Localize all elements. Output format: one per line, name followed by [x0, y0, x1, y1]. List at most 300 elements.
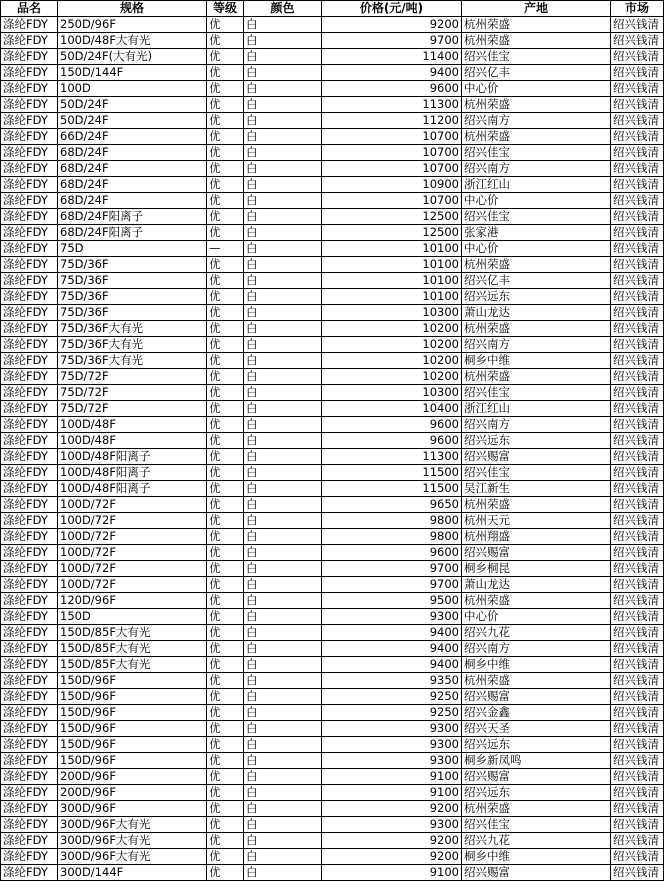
cell-color: 白 — [244, 785, 322, 801]
cell-product-name: 涤纶FDY — [1, 401, 58, 417]
cell-spec: 75D/36F大有光 — [58, 353, 207, 369]
cell-origin: 绍兴南方 — [462, 641, 611, 657]
cell-color: 白 — [244, 545, 322, 561]
cell-grade: 优 — [207, 561, 244, 577]
cell-grade: 优 — [207, 481, 244, 497]
cell-market: 绍兴钱清 — [611, 97, 664, 113]
cell-market: 绍兴钱清 — [611, 609, 664, 625]
cell-color: 白 — [244, 721, 322, 737]
cell-spec: 68D/24F — [58, 193, 207, 209]
cell-market: 绍兴钱清 — [611, 321, 664, 337]
cell-grade: 优 — [207, 769, 244, 785]
cell-grade: 优 — [207, 257, 244, 273]
cell-price: 9600 — [322, 417, 462, 433]
cell-market: 绍兴钱清 — [611, 129, 664, 145]
cell-price: 9100 — [322, 865, 462, 881]
cell-price: 9650 — [322, 497, 462, 513]
cell-spec: 150D/85F大有光 — [58, 625, 207, 641]
cell-price: 10700 — [322, 145, 462, 161]
table-row — [1, 209, 664, 225]
cell-market: 绍兴钱清 — [611, 289, 664, 305]
cell-market: 绍兴钱清 — [611, 401, 664, 417]
cell-market: 绍兴钱清 — [611, 545, 664, 561]
cell-spec: 150D/96F — [58, 737, 207, 753]
cell-color: 白 — [244, 145, 322, 161]
table-row — [1, 33, 664, 49]
table-row — [1, 145, 664, 161]
table-row — [1, 849, 664, 865]
cell-color: 白 — [244, 209, 322, 225]
cell-price: 10700 — [322, 193, 462, 209]
cell-color: 白 — [244, 833, 322, 849]
cell-grade: 优 — [207, 289, 244, 305]
cell-spec: 75D/36F — [58, 289, 207, 305]
cell-product-name: 涤纶FDY — [1, 193, 58, 209]
cell-product-name: 涤纶FDY — [1, 257, 58, 273]
cell-spec: 150D/96F — [58, 689, 207, 705]
table-row — [1, 417, 664, 433]
cell-color: 白 — [244, 817, 322, 833]
cell-origin: 绍兴赐富 — [462, 545, 611, 561]
cell-price: 9200 — [322, 833, 462, 849]
cell-market: 绍兴钱清 — [611, 145, 664, 161]
cell-price: 10100 — [322, 289, 462, 305]
cell-spec: 100D/72F — [58, 561, 207, 577]
cell-market: 绍兴钱清 — [611, 161, 664, 177]
cell-grade: 优 — [207, 433, 244, 449]
cell-product-name: 涤纶FDY — [1, 49, 58, 65]
cell-color: 白 — [244, 657, 322, 673]
cell-price: 9200 — [322, 849, 462, 865]
cell-market: 绍兴钱清 — [611, 417, 664, 433]
cell-grade: 优 — [207, 657, 244, 673]
cell-origin: 绍兴佳宝 — [462, 145, 611, 161]
cell-grade: 优 — [207, 689, 244, 705]
cell-origin: 桐乡中维 — [462, 657, 611, 673]
cell-origin: 杭州荣盛 — [462, 17, 611, 33]
cell-spec: 68D/24F — [58, 177, 207, 193]
cell-product-name: 涤纶FDY — [1, 641, 58, 657]
cell-grade: 优 — [207, 401, 244, 417]
cell-product-name: 涤纶FDY — [1, 609, 58, 625]
cell-product-name: 涤纶FDY — [1, 369, 58, 385]
cell-grade: 优 — [207, 833, 244, 849]
cell-origin: 绍兴九花 — [462, 625, 611, 641]
cell-origin: 杭州翔盛 — [462, 529, 611, 545]
cell-origin: 中心价 — [462, 609, 611, 625]
cell-product-name: 涤纶FDY — [1, 33, 58, 49]
cell-color: 白 — [244, 465, 322, 481]
cell-market: 绍兴钱清 — [611, 65, 664, 81]
cell-product-name: 涤纶FDY — [1, 17, 58, 33]
cell-color: 白 — [244, 257, 322, 273]
cell-market: 绍兴钱清 — [611, 113, 664, 129]
cell-price: 9700 — [322, 561, 462, 577]
cell-spec: 150D/96F — [58, 753, 207, 769]
cell-grade: 优 — [207, 305, 244, 321]
cell-market: 绍兴钱清 — [611, 705, 664, 721]
cell-color: 白 — [244, 369, 322, 385]
cell-grade: 优 — [207, 753, 244, 769]
cell-price: 9300 — [322, 721, 462, 737]
cell-grade: 优 — [207, 225, 244, 241]
table-row — [1, 49, 664, 65]
cell-color: 白 — [244, 577, 322, 593]
header-origin: 产地 — [462, 1, 611, 17]
cell-color: 白 — [244, 513, 322, 529]
cell-market: 绍兴钱清 — [611, 529, 664, 545]
cell-price: 10100 — [322, 257, 462, 273]
cell-price: 9600 — [322, 545, 462, 561]
cell-origin: 绍兴远东 — [462, 433, 611, 449]
cell-product-name: 涤纶FDY — [1, 865, 58, 881]
cell-spec: 68D/24F — [58, 161, 207, 177]
cell-product-name: 涤纶FDY — [1, 801, 58, 817]
table-row — [1, 529, 664, 545]
cell-grade: 优 — [207, 273, 244, 289]
cell-product-name: 涤纶FDY — [1, 433, 58, 449]
cell-color: 白 — [244, 241, 322, 257]
cell-product-name: 涤纶FDY — [1, 721, 58, 737]
cell-spec: 150D/96F — [58, 705, 207, 721]
table-row — [1, 113, 664, 129]
cell-origin: 桐乡中维 — [462, 353, 611, 369]
cell-grade: 优 — [207, 321, 244, 337]
cell-market: 绍兴钱清 — [611, 225, 664, 241]
header-price: 价格(元/吨) — [322, 1, 462, 17]
cell-color: 白 — [244, 417, 322, 433]
cell-color: 白 — [244, 337, 322, 353]
cell-color: 白 — [244, 161, 322, 177]
cell-origin: 桐乡桐昆 — [462, 561, 611, 577]
cell-spec: 75D/36F大有光 — [58, 321, 207, 337]
cell-product-name: 涤纶FDY — [1, 65, 58, 81]
cell-origin: 绍兴佳宝 — [462, 385, 611, 401]
cell-product-name: 涤纶FDY — [1, 705, 58, 721]
table-row — [1, 673, 664, 689]
cell-origin: 绍兴南方 — [462, 337, 611, 353]
cell-spec: 75D/36F大有光 — [58, 337, 207, 353]
cell-grade: 优 — [207, 737, 244, 753]
cell-origin: 杭州荣盛 — [462, 801, 611, 817]
cell-product-name: 涤纶FDY — [1, 657, 58, 673]
cell-product-name: 涤纶FDY — [1, 449, 58, 465]
cell-grade: 优 — [207, 49, 244, 65]
cell-price: 10700 — [322, 161, 462, 177]
table-row — [1, 721, 664, 737]
cell-product-name: 涤纶FDY — [1, 289, 58, 305]
cell-grade: 优 — [207, 353, 244, 369]
cell-origin: 杭州荣盛 — [462, 97, 611, 113]
cell-product-name: 涤纶FDY — [1, 593, 58, 609]
header-color: 颜色 — [244, 1, 322, 17]
cell-spec: 300D/144F — [58, 865, 207, 881]
cell-origin: 绍兴佳宝 — [462, 49, 611, 65]
cell-spec: 50D/24F — [58, 113, 207, 129]
cell-market: 绍兴钱清 — [611, 81, 664, 97]
cell-color: 白 — [244, 385, 322, 401]
cell-grade: 优 — [207, 129, 244, 145]
cell-price: 9400 — [322, 65, 462, 81]
cell-market: 绍兴钱清 — [611, 513, 664, 529]
cell-price: 10300 — [322, 305, 462, 321]
cell-spec: 50D/24F(大有光) — [58, 49, 207, 65]
cell-price: 12500 — [322, 225, 462, 241]
cell-market: 绍兴钱清 — [611, 449, 664, 465]
cell-grade: 优 — [207, 721, 244, 737]
cell-color: 白 — [244, 129, 322, 145]
cell-price: 9400 — [322, 641, 462, 657]
cell-origin: 绍兴天圣 — [462, 721, 611, 737]
cell-product-name: 涤纶FDY — [1, 561, 58, 577]
cell-spec: 300D/96F大有光 — [58, 849, 207, 865]
cell-origin: 杭州荣盛 — [462, 593, 611, 609]
cell-product-name: 涤纶FDY — [1, 209, 58, 225]
cell-color: 白 — [244, 113, 322, 129]
table-row — [1, 497, 664, 513]
cell-spec: 100D — [58, 81, 207, 97]
cell-spec: 100D/48F — [58, 417, 207, 433]
cell-price: 11300 — [322, 97, 462, 113]
cell-origin: 绍兴亿丰 — [462, 273, 611, 289]
cell-spec: 75D/72F — [58, 385, 207, 401]
cell-market: 绍兴钱清 — [611, 209, 664, 225]
table-body — [1, 17, 664, 881]
cell-price: 9300 — [322, 753, 462, 769]
cell-origin: 张家港 — [462, 225, 611, 241]
cell-price: 9800 — [322, 529, 462, 545]
cell-spec: 68D/24F阳离子 — [58, 209, 207, 225]
cell-price: 10100 — [322, 241, 462, 257]
table-row — [1, 625, 664, 641]
cell-spec: 150D — [58, 609, 207, 625]
cell-market: 绍兴钱清 — [611, 769, 664, 785]
cell-origin: 绍兴佳宝 — [462, 465, 611, 481]
cell-product-name: 涤纶FDY — [1, 545, 58, 561]
cell-origin: 浙江红山 — [462, 401, 611, 417]
cell-price: 9350 — [322, 673, 462, 689]
cell-price: 10400 — [322, 401, 462, 417]
header-grade: 等级 — [207, 1, 244, 17]
cell-price: 9600 — [322, 81, 462, 97]
cell-spec: 200D/96F — [58, 769, 207, 785]
cell-origin: 绍兴佳宝 — [462, 209, 611, 225]
cell-price: 9300 — [322, 817, 462, 833]
cell-grade: 优 — [207, 113, 244, 129]
table-row — [1, 433, 664, 449]
cell-origin: 绍兴南方 — [462, 417, 611, 433]
cell-market: 绍兴钱清 — [611, 465, 664, 481]
cell-product-name: 涤纶FDY — [1, 81, 58, 97]
cell-color: 白 — [244, 401, 322, 417]
cell-price: 12500 — [322, 209, 462, 225]
cell-price: 9200 — [322, 801, 462, 817]
cell-price: 9700 — [322, 33, 462, 49]
cell-product-name: 涤纶FDY — [1, 225, 58, 241]
cell-product-name: 涤纶FDY — [1, 689, 58, 705]
cell-price: 11400 — [322, 49, 462, 65]
cell-grade: 优 — [207, 801, 244, 817]
table-row — [1, 785, 664, 801]
table-row — [1, 401, 664, 417]
cell-spec: 300D/96F大有光 — [58, 833, 207, 849]
table-row — [1, 513, 664, 529]
cell-origin: 桐乡新凤鸣 — [462, 753, 611, 769]
cell-grade: 优 — [207, 849, 244, 865]
cell-color: 白 — [244, 225, 322, 241]
cell-price: 11500 — [322, 481, 462, 497]
cell-product-name: 涤纶FDY — [1, 497, 58, 513]
cell-product-name: 涤纶FDY — [1, 353, 58, 369]
cell-price: 10200 — [322, 337, 462, 353]
cell-product-name: 涤纶FDY — [1, 321, 58, 337]
cell-grade: 优 — [207, 465, 244, 481]
cell-grade: — — [207, 241, 244, 257]
cell-spec: 100D/72F — [58, 577, 207, 593]
cell-spec: 68D/24F阳离子 — [58, 225, 207, 241]
cell-origin: 杭州荣盛 — [462, 497, 611, 513]
cell-color: 白 — [244, 769, 322, 785]
cell-product-name: 涤纶FDY — [1, 113, 58, 129]
cell-grade: 优 — [207, 417, 244, 433]
cell-product-name: 涤纶FDY — [1, 161, 58, 177]
cell-product-name: 涤纶FDY — [1, 833, 58, 849]
cell-origin: 绍兴金鑫 — [462, 705, 611, 721]
cell-grade: 优 — [207, 369, 244, 385]
table-row — [1, 769, 664, 785]
cell-spec: 100D/48F阳离子 — [58, 481, 207, 497]
table-row — [1, 449, 664, 465]
cell-origin: 绍兴远东 — [462, 785, 611, 801]
cell-color: 白 — [244, 321, 322, 337]
cell-market: 绍兴钱清 — [611, 817, 664, 833]
cell-price: 9600 — [322, 433, 462, 449]
cell-spec: 150D/96F — [58, 673, 207, 689]
cell-grade: 优 — [207, 625, 244, 641]
cell-price: 11300 — [322, 449, 462, 465]
table-row — [1, 833, 664, 849]
cell-origin: 绍兴远东 — [462, 737, 611, 753]
table-row — [1, 577, 664, 593]
cell-spec: 68D/24F — [58, 145, 207, 161]
cell-spec: 250D/96F — [58, 17, 207, 33]
cell-product-name: 涤纶FDY — [1, 817, 58, 833]
table-row — [1, 481, 664, 497]
cell-color: 白 — [244, 273, 322, 289]
cell-color: 白 — [244, 865, 322, 881]
cell-price: 9100 — [322, 785, 462, 801]
cell-color: 白 — [244, 353, 322, 369]
cell-origin: 萧山龙达 — [462, 305, 611, 321]
cell-product-name: 涤纶FDY — [1, 145, 58, 161]
cell-market: 绍兴钱清 — [611, 17, 664, 33]
cell-color: 白 — [244, 801, 322, 817]
table-row — [1, 465, 664, 481]
table-row — [1, 17, 664, 33]
cell-color: 白 — [244, 737, 322, 753]
cell-spec: 75D — [58, 241, 207, 257]
cell-price: 9300 — [322, 737, 462, 753]
table-row — [1, 753, 664, 769]
cell-market: 绍兴钱清 — [611, 385, 664, 401]
cell-product-name: 涤纶FDY — [1, 625, 58, 641]
table-row — [1, 657, 664, 673]
table-row — [1, 385, 664, 401]
cell-grade: 优 — [207, 209, 244, 225]
cell-grade: 优 — [207, 33, 244, 49]
table-row — [1, 129, 664, 145]
cell-product-name: 涤纶FDY — [1, 529, 58, 545]
cell-color: 白 — [244, 705, 322, 721]
cell-grade: 优 — [207, 593, 244, 609]
cell-grade: 优 — [207, 193, 244, 209]
cell-origin: 杭州荣盛 — [462, 33, 611, 49]
cell-spec: 75D/36F — [58, 273, 207, 289]
cell-product-name: 涤纶FDY — [1, 673, 58, 689]
header-spec: 规格 — [58, 1, 207, 17]
cell-spec: 150D/85F大有光 — [58, 657, 207, 673]
cell-spec: 100D/72F — [58, 513, 207, 529]
cell-market: 绍兴钱清 — [611, 593, 664, 609]
cell-origin: 杭州天元 — [462, 513, 611, 529]
cell-price: 10300 — [322, 385, 462, 401]
cell-market: 绍兴钱清 — [611, 561, 664, 577]
cell-origin: 桐乡中维 — [462, 849, 611, 865]
cell-origin: 绍兴远东 — [462, 289, 611, 305]
table-row — [1, 81, 664, 97]
cell-origin: 绍兴赐富 — [462, 769, 611, 785]
table-row — [1, 609, 664, 625]
cell-product-name: 涤纶FDY — [1, 273, 58, 289]
cell-product-name: 涤纶FDY — [1, 465, 58, 481]
cell-spec: 75D/72F — [58, 401, 207, 417]
cell-color: 白 — [244, 689, 322, 705]
cell-market: 绍兴钱清 — [611, 721, 664, 737]
cell-spec: 100D/72F — [58, 545, 207, 561]
table-row — [1, 305, 664, 321]
cell-price: 10200 — [322, 369, 462, 385]
table-row — [1, 289, 664, 305]
cell-product-name: 涤纶FDY — [1, 97, 58, 113]
cell-price: 9250 — [322, 689, 462, 705]
cell-grade: 优 — [207, 161, 244, 177]
cell-grade: 优 — [207, 337, 244, 353]
cell-origin: 杭州荣盛 — [462, 369, 611, 385]
cell-market: 绍兴钱清 — [611, 865, 664, 881]
cell-color: 白 — [244, 673, 322, 689]
cell-market: 绍兴钱清 — [611, 849, 664, 865]
cell-product-name: 涤纶FDY — [1, 129, 58, 145]
cell-spec: 100D/48F阳离子 — [58, 465, 207, 481]
cell-color: 白 — [244, 177, 322, 193]
cell-market: 绍兴钱清 — [611, 657, 664, 673]
cell-product-name: 涤纶FDY — [1, 577, 58, 593]
table-row — [1, 161, 664, 177]
cell-market: 绍兴钱清 — [611, 801, 664, 817]
cell-product-name: 涤纶FDY — [1, 241, 58, 257]
cell-market: 绍兴钱清 — [611, 577, 664, 593]
cell-price: 9100 — [322, 769, 462, 785]
cell-market: 绍兴钱清 — [611, 337, 664, 353]
table-row — [1, 97, 664, 113]
cell-grade: 优 — [207, 577, 244, 593]
cell-spec: 150D/144F — [58, 65, 207, 81]
cell-market: 绍兴钱清 — [611, 689, 664, 705]
cell-product-name: 涤纶FDY — [1, 785, 58, 801]
cell-market: 绍兴钱清 — [611, 305, 664, 321]
cell-product-name: 涤纶FDY — [1, 481, 58, 497]
cell-grade: 优 — [207, 673, 244, 689]
